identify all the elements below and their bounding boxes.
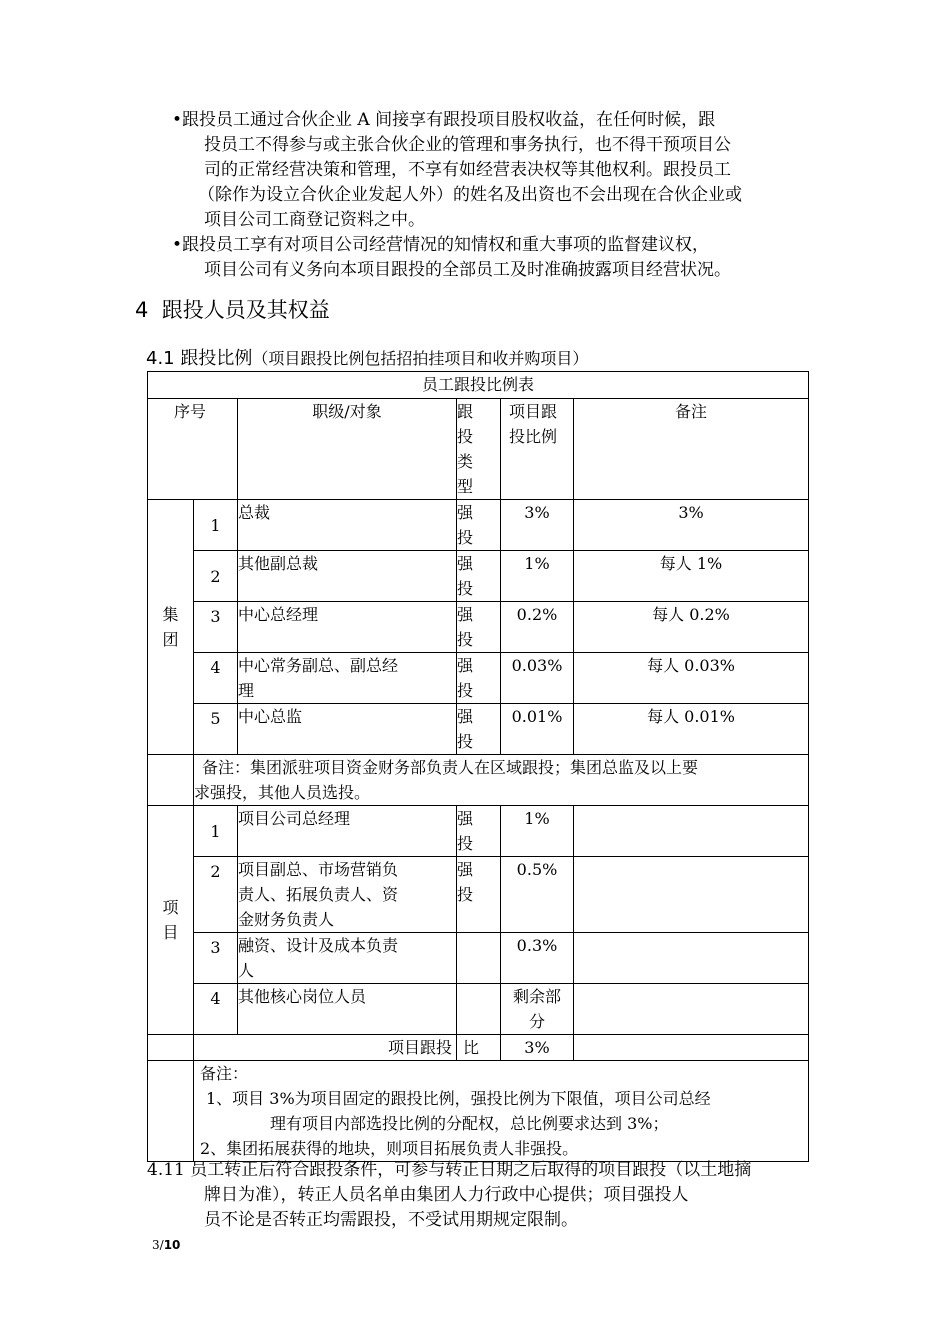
row-number: 4 [194, 653, 238, 704]
bullet-paragraph-1-line-5: 项目公司工商登记资料之中。 [204, 210, 425, 230]
table-caption-row [148, 372, 809, 399]
row-role-line: 金财务负责人 [238, 910, 335, 929]
row-ratio [501, 857, 574, 933]
bullet-paragraph-1-line-3: 司的正常经营决策和管理，不享有如经营表决权等其他权利。跟投员工 [204, 160, 731, 180]
row-type [457, 933, 501, 984]
bullet-paragraph-2-line-2: 项目公司有义务向本项目跟投的全部员工及时准确披露项目经营状况。 [204, 260, 731, 280]
group-note-row [148, 755, 809, 806]
row-role-line: 融资、设计及成本负责 [238, 936, 399, 955]
row-type-line: 投 [457, 732, 474, 751]
row-ratio-line: 1% [524, 809, 550, 828]
group-2-note-line: 2、集团拓展获得的地块，则项目拓展负责人非强投。 [200, 1139, 579, 1158]
row-type-line: 强 [457, 554, 474, 573]
row-number: 1 [194, 500, 238, 551]
group-label-project [148, 806, 194, 1035]
total-ratio: 3% [501, 1035, 574, 1061]
table-row [148, 933, 809, 984]
table-row [148, 602, 809, 653]
group-2-note [194, 1061, 809, 1162]
row-remark: 3% [574, 500, 809, 551]
row-ratio-line: 0.5% [516, 860, 558, 879]
header-type [457, 399, 501, 500]
row-role-line: 其他核心岗位人员 [238, 987, 367, 1006]
group-note-row [148, 1061, 809, 1162]
row-role [238, 933, 457, 984]
row-number: 3 [194, 933, 238, 984]
paragraph-4-11-line-3: 员不论是否转正均需跟投，不受试用期规定限制。 [204, 1210, 578, 1230]
row-type [457, 806, 501, 857]
row-role-line: 中心常务副总、副总经 [238, 656, 399, 675]
row-remark [574, 933, 809, 984]
row-ratio: 0.2% [501, 602, 574, 653]
row-type-line: 投 [457, 885, 474, 904]
row-remark [574, 806, 809, 857]
table-row [148, 806, 809, 857]
row-role-line: 人 [238, 961, 255, 980]
group-label-char: 项 [162, 898, 179, 917]
group-2-note-line: 理有项目内部选投比例的分配权，总比例要求达到 3%； [270, 1114, 669, 1133]
row-type-line: 强 [457, 656, 474, 675]
row-type [457, 704, 501, 755]
paragraph-4-11-line-2: 牌日为准），转正人员名单由集团人力行政中心提供；项目强投人 [204, 1185, 689, 1205]
row-type-line: 投 [457, 579, 474, 598]
table-row [148, 857, 809, 933]
group-2-note-line: 1、项目 3%为项目固定的跟投比例，强投比例为下限值，项目公司总经 [206, 1089, 711, 1108]
row-number: 3 [194, 602, 238, 653]
group-label-char: 目 [162, 923, 179, 942]
table-row [148, 984, 809, 1035]
row-role [238, 551, 457, 602]
table-row [148, 704, 809, 755]
header-seq: 序号 [148, 399, 238, 500]
group-1-note-line: 备注：集团派驻项目资金财务部负责人在区域跟投；集团总监及以上要 [202, 758, 699, 777]
row-type-line: 投 [457, 528, 474, 547]
row-number: 5 [194, 704, 238, 755]
header-type-line: 跟 [457, 402, 474, 421]
row-ratio [501, 933, 574, 984]
row-role [238, 857, 457, 933]
header-type-line: 类 [457, 452, 474, 471]
group-2-note-line: 备注： [200, 1064, 249, 1083]
bullet-paragraph-1-line-1: •跟投员工通过合伙企业 A 间接享有跟投项目股权收益，在任何时候，跟 [172, 110, 716, 130]
total-spacer [148, 1035, 194, 1061]
row-role-line: 项目副总、市场营销负 [238, 860, 399, 879]
row-type [457, 653, 501, 704]
group-1-note [194, 755, 809, 806]
section-4-title: 跟投人员及其权益 [161, 298, 330, 322]
row-type [457, 551, 501, 602]
bullet-paragraph-1-line-2: 投员工不得参与或主张合伙企业的管理和事务执行，也不得干预项目公 [204, 135, 731, 155]
bullet-paragraph-1-line-4: （除作为设立合伙企业发起人外）的姓名及出资也不会出现在合伙企业或 [198, 185, 742, 205]
row-type [457, 500, 501, 551]
header-ratio-line: 项目跟 [509, 402, 558, 421]
row-role-line: 项目公司总经理 [238, 809, 351, 828]
header-type-line: 投 [457, 427, 474, 446]
row-number: 2 [194, 857, 238, 933]
ratio-table [147, 371, 809, 1162]
header-ratio-line: 投比例 [509, 427, 558, 446]
paragraph-4-11-line-1: 4.11 员工转正后符合跟投条件，可参与转正日期之后取得的项目跟投（以土地摘 [147, 1160, 752, 1180]
row-ratio-line: 剩余部 [512, 987, 561, 1006]
row-remark: 每人 0.2% [574, 602, 809, 653]
header-role: 职级/对象 [238, 399, 457, 500]
header-remark: 备注 [574, 399, 809, 500]
row-number: 1 [194, 806, 238, 857]
row-type-line: 强 [457, 503, 474, 522]
row-remark: 每人 0.01% [574, 704, 809, 755]
total-row [148, 1035, 809, 1061]
row-remark: 每人 0.03% [574, 653, 809, 704]
table-row [148, 653, 809, 704]
section-4-1-heading [146, 344, 588, 370]
row-type-line: 强 [457, 809, 474, 828]
row-role-line: 责人、拓展负责人、资 [238, 885, 399, 904]
row-type-line: 强 [457, 707, 474, 726]
section-4-number: 4 [135, 298, 149, 322]
table-row [148, 500, 809, 551]
row-role [238, 704, 457, 755]
page-current: 3 [152, 1238, 160, 1252]
row-role-line: 总裁 [238, 503, 271, 522]
row-ratio [501, 984, 574, 1035]
row-role-line: 理 [238, 681, 255, 700]
row-ratio [501, 806, 574, 857]
row-role [238, 806, 457, 857]
table-header-row [148, 399, 809, 500]
row-role [238, 653, 457, 704]
row-role [238, 500, 457, 551]
row-type [457, 984, 501, 1035]
total-label-suffix: 比 [457, 1035, 501, 1061]
row-remark: 每人 1% [574, 551, 809, 602]
row-role-line: 其他副总裁 [238, 554, 319, 573]
row-ratio-line: 分 [528, 1012, 545, 1031]
row-type-line: 投 [457, 834, 474, 853]
group-1-note-line: 求强投，其他人员选投。 [194, 783, 371, 802]
table-row [148, 551, 809, 602]
row-type-line: 投 [457, 630, 474, 649]
header-ratio [501, 399, 574, 500]
row-number: 4 [194, 984, 238, 1035]
row-role [238, 602, 457, 653]
section-4-1-subtitle: （项目跟投比例包括招拍挂项目和收并购项目） [252, 349, 589, 368]
row-type-line: 投 [457, 681, 474, 700]
row-ratio-line: 0.3% [516, 936, 558, 955]
table-caption: 员工跟投比例表 [148, 372, 809, 399]
group-label-char: 集 [162, 605, 179, 624]
total-remark [574, 1035, 809, 1061]
section-4-1-title: 跟投比例 [180, 348, 253, 369]
section-4-1-number: 4.1 [146, 348, 175, 369]
group-note-spacer [148, 1061, 194, 1162]
row-ratio: 0.03% [501, 653, 574, 704]
row-ratio: 1% [501, 551, 574, 602]
row-remark [574, 857, 809, 933]
row-role-line: 中心总经理 [238, 605, 319, 624]
section-4-heading [135, 294, 330, 324]
group-note-spacer [148, 755, 194, 806]
row-ratio: 3% [501, 500, 574, 551]
row-number: 2 [194, 551, 238, 602]
row-type-line: 强 [457, 605, 474, 624]
row-role [238, 984, 457, 1035]
page-total: 10 [163, 1238, 181, 1252]
row-role-line: 中心总监 [238, 707, 303, 726]
group-label-char: 团 [162, 630, 179, 649]
row-type-line: 强 [457, 860, 474, 879]
row-type [457, 857, 501, 933]
bullet-paragraph-2-line-1: •跟投员工享有对项目公司经营情况的知情权和重大事项的监督建议权， [172, 235, 710, 255]
group-label-group [148, 500, 194, 755]
header-type-line: 型 [457, 477, 474, 496]
row-remark [574, 984, 809, 1035]
row-ratio: 0.01% [501, 704, 574, 755]
page-number: 3/10 [152, 1238, 181, 1252]
total-label: 项目跟投 [194, 1035, 457, 1061]
row-type [457, 602, 501, 653]
